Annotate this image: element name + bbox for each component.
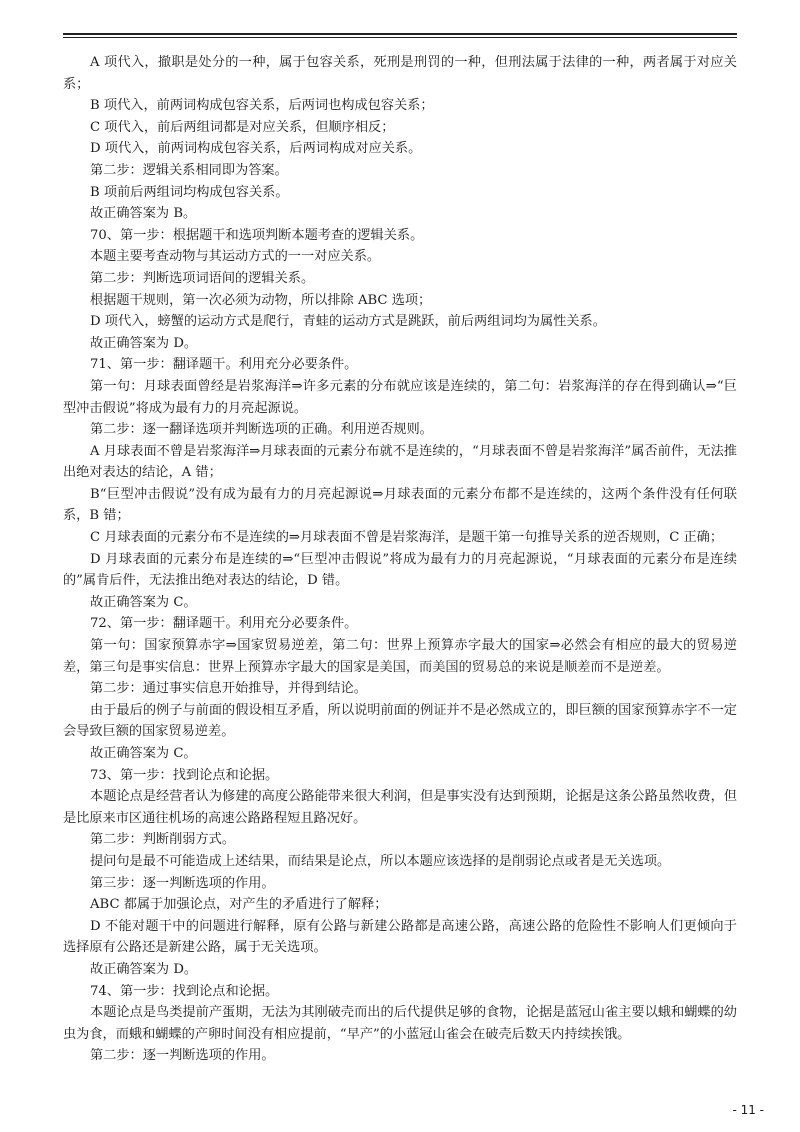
paragraph: A 项代入，撤职是处分的一种，属于包容关系，死刑是刑罚的一种，但刑法属于法律的一种，两者属于对应关系； [63, 55, 737, 92]
paragraph: B 项代入，前两词构成包容关系，后两词也构成包容关系； [90, 98, 434, 114]
paragraph: 72、第一步：翻译题干。利用充分必要条件。 [90, 616, 358, 632]
paragraph: 由于最后的例子与前面的假设相互矛盾，所以说明前面的例证并不是必然成立的，即巨额的国家预算赤字不一定会导致巨额的国家贸易逆差。 [63, 702, 737, 740]
paragraph: 第二步：通过事实信息开始推导，并得到结论。 [90, 681, 367, 697]
paragraph: B 项前后两组词均构成包容关系。 [90, 184, 289, 200]
paragraph: 本题论点是鸟类提前产蛋期，无法为其刚破壳而出的后代提供足够的食物，论据是蓝冠山雀主要以蛾和蝴蝶的幼虫为食，而蛾和蝴蝶的产卵时间没有相应提前，“早产”的小蓝冠山雀会在破壳后数天内持续挨饿。 [63, 1005, 737, 1042]
paragraph: 71、第一步：翻译题干。利用充分必要条件。 [90, 357, 358, 373]
paragraph: B“巨型冲击假说”没有成为最有力的月亮起源说⇒月球表面的元素分布都不是连续的，这两个条件没有任何联系，B 错； [63, 486, 737, 524]
paragraph: 第三步：逐一判断选项的作用。 [90, 875, 275, 891]
paragraph: 第二步：判断削弱方式。 [90, 832, 236, 848]
paragraph: 第二步：逐一翻译选项并判断选项的正确。利用逆否规则。 [90, 422, 433, 438]
paragraph: 故正确答案为 C。 [90, 746, 197, 761]
paragraph: 故正确答案为 C。 [90, 594, 197, 610]
paragraph: 74、第一步：找到论点和论据。 [90, 983, 279, 999]
header-rule-thin [63, 37, 737, 38]
paragraph: 提问句是最不可能造成上述结果，而结果是论点，所以本题应该选择的是削弱论点或者是无关选项。 [90, 853, 671, 869]
paragraph: 根据题干规则，第一次必须为动物，所以排除 ABC 选项； [90, 292, 432, 308]
paragraph: 故正确答案为 D。 [90, 335, 198, 351]
document-body [63, 52, 737, 1067]
paragraph: D 月球表面的元素分布是连续的⇒“巨型冲击假说”将成为最有力的月亮起源说，“月球表面的元素分布是连续的”属肯后件，无法推出绝对表达的结论，D 错。 [63, 551, 737, 589]
paragraph: 第二步：逐一判断选项的作用。 [90, 1048, 275, 1064]
paragraph: 73、第一步：找到论点和论据。 [90, 767, 279, 783]
paragraph: A 月球表面不曾是岩浆海洋⇒月球表面的元素分布就不是连续的，“月球表面不曾是岩浆海洋”属否前件，无法推出绝对表达的结论，A 错； [63, 443, 737, 481]
paragraph: 第一句：月球表面曾经是岩浆海洋⇒许多元素的分布就应该是连续的，第二句：岩浆海洋的存在得到确认⇒“巨型冲击假说”将成为最有力的月亮起源说。 [63, 378, 737, 416]
paragraph: ABC 都属于加强论点，对产生的矛盾进行了解释； [90, 897, 388, 913]
paragraph: 本题主要考查动物与其运动方式的一一对应关系。 [90, 249, 381, 265]
paragraph: 故正确答案为 B。 [90, 206, 197, 222]
paragraph: D 不能对题干中的问题进行解释，原有公路与新建公路都是高速公路，高速公路的危险性不影响人们更倾向于选择原有公路还是新建公路，属于无关选项。 [63, 918, 737, 956]
paragraph: D 项代入，前两词构成包容关系，后两词构成对应关系。 [90, 141, 422, 157]
paragraph: C 月球表面的元素分布不是连续的⇒月球表面不曾是岩浆海洋，是题干第一句推导关系的逆否规则，C 正确； [90, 530, 724, 546]
paragraph: 故正确答案为 D。 [90, 961, 198, 977]
paragraph: D 项代入，螃蟹的运动方式是爬行，青蛙的运动方式是跳跃，前后两组词均为属性关系。 [90, 314, 606, 330]
page-number: - 11 - [732, 1103, 764, 1117]
paragraph: 70、第一步：根据题干和选项判断本题考查的逻辑关系。 [90, 227, 424, 243]
paragraph: 第一句：国家预算赤字⇒国家贸易逆差，第二句：世界上预算赤字最大的国家⇒必然会有相应的最大的贸易逆差，第三句是事实信息：世界上预算赤字最大的国家是美国，而美国的贸易总的来说是顺差而不是逆差。 [63, 638, 737, 675]
header-rule-thick [63, 33, 737, 35]
paragraph: 第二步：逻辑关系相同即为答案。 [90, 162, 288, 178]
paragraph: 本题论点是经营者认为修建的高度公路能带来很大利润，但是事实没有达到预期，论据是这条公路虽然收费，但是比原来市区通往机场的高速公路路程短且路况好。 [63, 789, 737, 826]
paragraph: 第二步：判断选项词语间的逻辑关系。 [90, 270, 315, 286]
paragraph: C 项代入，前后两组词都是对应关系，但顺序相反； [90, 119, 395, 135]
